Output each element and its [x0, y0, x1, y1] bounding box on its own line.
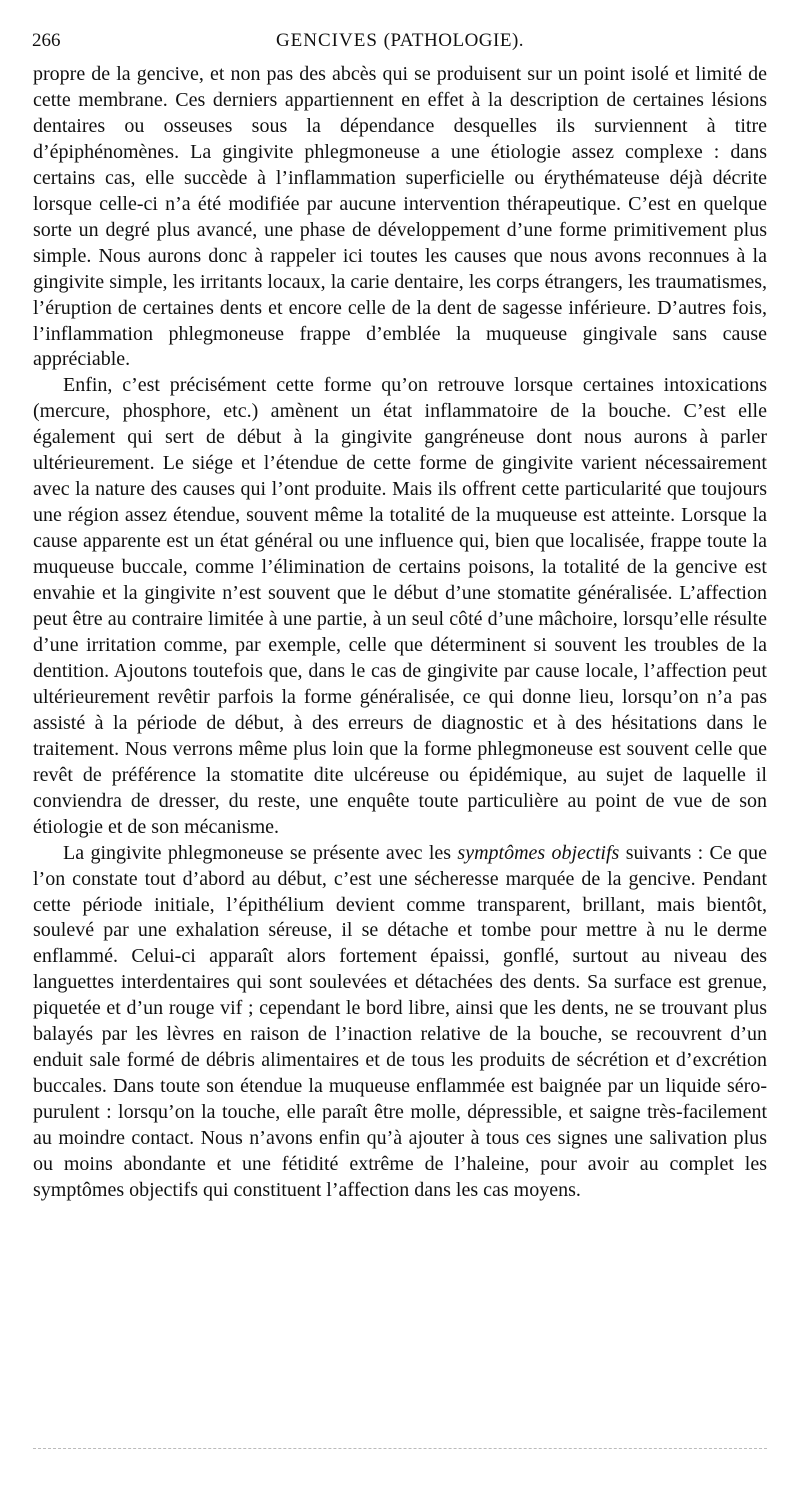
paragraph-3 [33, 841, 767, 1204]
running-head [32, 30, 768, 56]
page-number: 266 [32, 30, 61, 51]
running-title-main: GENCIVES [275, 30, 378, 51]
paragraph-2: Enfin, c’est précisément cette forme qu’on retrouve lorsque certaines intoxications (mercure, phosphore, etc.) amènent un état inflammatoire de la bouche. C’est elle également qui sert de début à la gingivite gangréneuse dont nous aurons à parler ultérieurement. Le siége et l’étendue de cette forme de gingivite varient nécessairement avec la nature des causes qui l’ont produite. Mais ils offrent cette particularité que toujours une région assez étendue, souvent même la totalité de la muqueuse est atteinte. Lorsque la cause apparente est un état général ou une influence qui, bien que localisée, frappe toute la muqueuse buccale, comme l’élimination de certains poisons, la totalité de la gencive est envahie et la gingivite n’est souvent que le début d’une stomatite généralisée. L’affection peut être au contraire limitée à une partie, à un seul côté d’une mâchoire, lorsqu’elle résulte d’une irritation comme, par exemple, celle que déterminent si souvent les troubles de la dentition. Ajoutons toutefois que, dans le cas de gingivite par cause locale, l’affection peut ultérieurement revêtir parfois la forme généralisée, ce qui donne lieu, lorsqu’on n’a pas assisté à la période de début, à des erreurs de diagnostic et à des hésitations dans le traitement. Nous verrons même plus loin que la forme phlegmoneuse est souvent celle que revêt de préférence la stomatite dite ulcéreuse ou épidémique, au sujet de laquelle il conviendra de dresser, du reste, une enquête toute particulière au point de vue de son étiologie et de son mécanisme. [33, 374, 767, 838]
paragraph-3-rest: suivants : Ce que l’on constate tout d’abord au début, c’est une sécheresse marquée de la gencive. Pendant cette période initiale, l’épithélium devient comme transparent, brillant, mais bientôt, soulevé par une exhalation séreuse, il se détache et tombe pour mettre à nu le derme enflammé. Celui-ci apparaît alors fortement épaissi, gonflé, surtout au niveau des languettes interdentaires qui sont soulevées et détachées des dents. Sa surface est grenue, piquetée et d’un rouge vif ; cependant le bord libre, ainsi que les dents, ne se trouvant plus balayés par les lèvres en raison de l’inaction relative de la bouche, se recouvrent d’un enduit sale formé de débris alimentaires et de tous les produits de sécrétion et d’excrétion buccales. Dans toute son étendue la muqueuse enflammée est baignée par un liquide séro-purulent : lorsqu’on la touche, elle paraît être molle, dépressible, et saigne très-facilement au moindre contact. Nous n’avons enfin qu’à ajouter à tous ces signes une salivation plus ou moins abondante et une fétidité extrême de l’haleine, pour avoir au complet les symptômes objectifs qui constituent l’affection dans les cas moyens. [33, 841, 767, 1201]
paragraph-3-emphasis: symptômes objectifs [457, 841, 620, 864]
running-title [32, 30, 768, 52]
running-title-sub: (PATHOLOGIE). [383, 30, 525, 51]
body-text [33, 62, 767, 1204]
paragraph-3-lead: La gingivite phlegmoneuse se présente avec les [63, 841, 458, 864]
paragraph-1: propre de la gencive, et non pas des abcès qui se produisent sur un point isolé et limité de cette membrane. Ces derniers appartiennent en effet à la description de certaines lésions dentaires ou osseuses sous la dépendance desquelles ils surviennent à titre d’épiphénomènes. La gingivite phlegmoneuse a une étiologie assez complexe : dans certains cas, elle succède à l’inflammation superficielle ou érythémateuse déjà décrite lorsque celle-ci n’a été modifiée par aucune intervention thérapeutique. C’est en quelque sorte un degré plus avancé, une phase de développement d’une forme primitivement plus simple. Nous aurons donc à rappeler ici toutes les causes que nous avons reconnues à la gingivite simple, les irritants locaux, la carie dentaire, les corps étrangers, les traumatismes, l’éruption de certaines dents et encore celle de la dent de sagesse inférieure. D’autres fois, l’inflammation phlegmoneuse frappe d’emblée la muqueuse gingivale sans cause appréciable. [33, 63, 767, 371]
footer-rule [33, 1448, 767, 1449]
